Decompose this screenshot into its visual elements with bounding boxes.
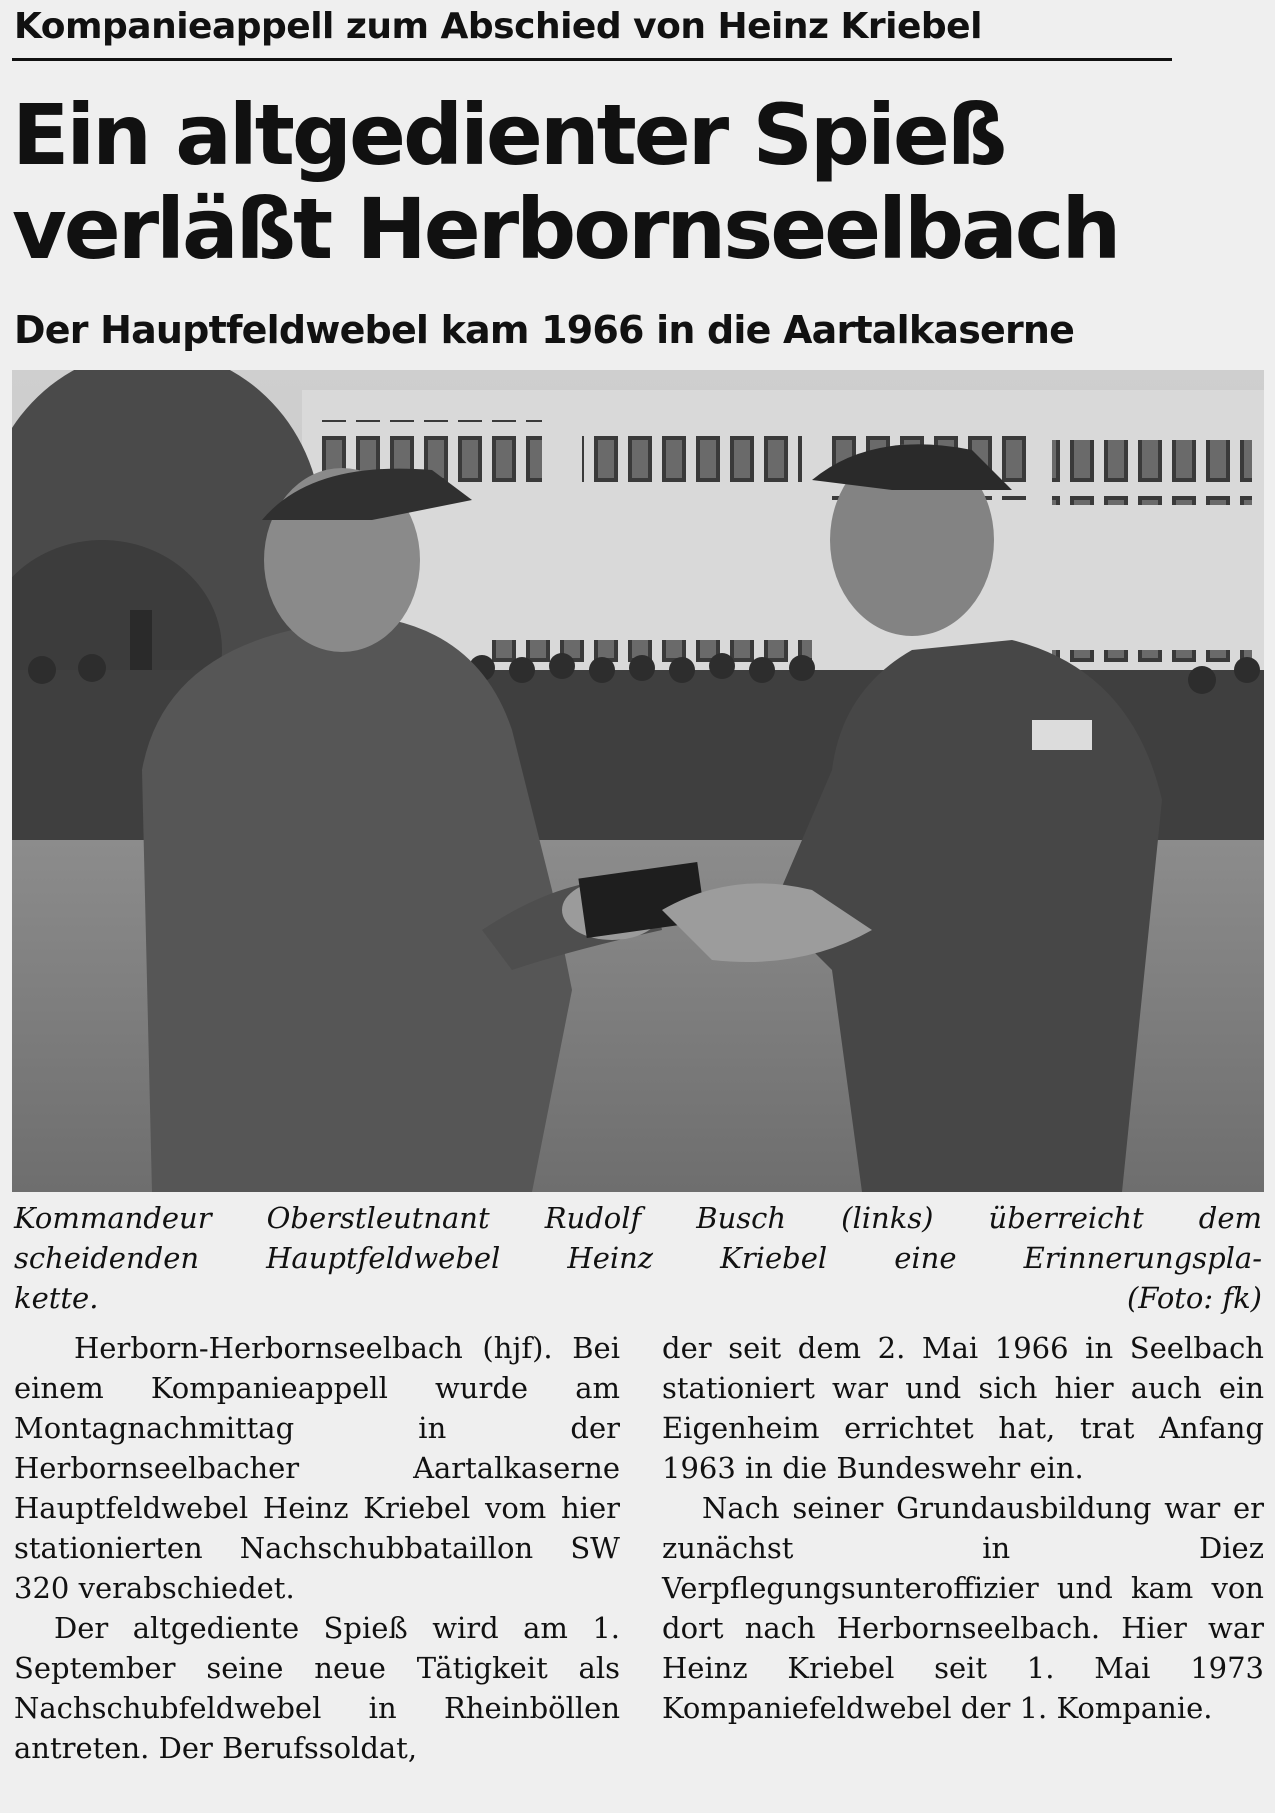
caption-line-1: Kommandeur Oberstleutnant Rudolf Busch (links) überreicht dem	[14, 1201, 1262, 1235]
news-photo	[12, 370, 1264, 1192]
article-paragraph: der seit dem 2. Mai 1966 in Seelbach stationiert war und sich hier auch ein Eigenheim errichtet hat, trat Anfang 1963 in die Bundeswehr ein.	[662, 1331, 1264, 1485]
overline-kicker: Kompanieappell zum Abschied von Heinz Kriebel	[14, 6, 982, 47]
headline-line-1: Ein altgedienter Spieß	[12, 86, 1005, 184]
photo-handover-ceremony	[12, 370, 1264, 1192]
article-column-left	[14, 1328, 620, 1768]
overline-rule	[12, 58, 1172, 61]
article-paragraph: Herborn-Herbornseelbach (hjf). Bei einem Kompanieappell wurde am Montagnachmittag in der Herbornseelbacher Aartalkaserne Hauptfeldwebel Heinz Kriebel vom hier stationierten Nachschubbataillon SW 320 verabschiedet.	[14, 1331, 620, 1605]
photo-caption	[14, 1198, 1262, 1318]
article-paragraph: Nach seiner Grundausbildung war er zunächst in Diez Verpflegungsunteroffizier und kam von dort nach Herbornseelbach. Hier war Heinz Kriebel seit 1. Mai 1973 Kompaniefeldwebel der 1. Kompanie.	[662, 1491, 1264, 1725]
article-column-right	[662, 1328, 1264, 1728]
headline-line-2: verläßt Herbornseelbach	[12, 180, 1119, 278]
caption-line-3	[14, 1278, 1262, 1318]
caption-line-3-text: kette.	[14, 1281, 99, 1315]
headline	[12, 88, 1118, 276]
article-paragraph: Der altgediente Spieß wird am 1. September seine neue Tätigkeit als Nachschubfeldwebel in Rheinböllen antreten. Der Berufssoldat,	[14, 1611, 620, 1765]
subheadline: Der Hauptfeldwebel kam 1966 in die Aartalkaserne	[14, 308, 1075, 352]
photo-credit: (Foto: fk)	[1126, 1281, 1262, 1315]
caption-line-2: scheidenden Hauptfeldwebel Heinz Kriebel eine Erinnerungspla-	[14, 1241, 1262, 1275]
